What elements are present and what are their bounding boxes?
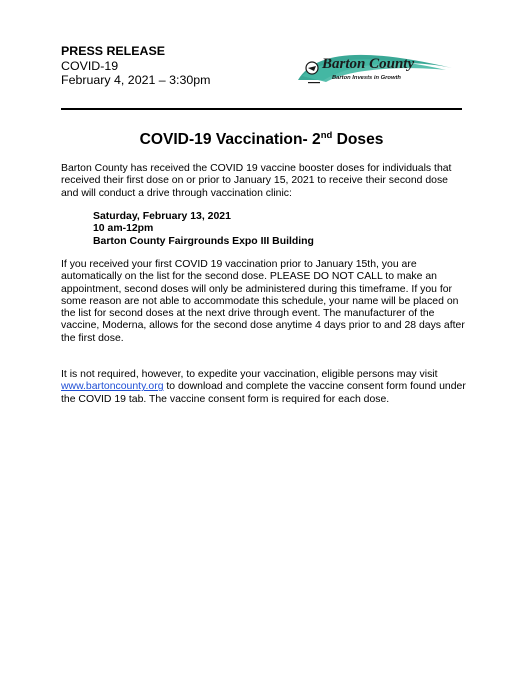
bartoncounty-website-link[interactable]: www.bartoncounty.org — [61, 381, 164, 393]
barton-county-logo — [296, 46, 454, 88]
header-divider — [61, 108, 462, 110]
clinic-location: Barton County Fairgrounds Expo III Building — [93, 235, 314, 247]
logo-name-text: Barton County — [322, 56, 415, 72]
release-datetime: February 4, 2021 – 3:30pm — [61, 73, 211, 88]
clinic-time: 10 am-12pm — [93, 223, 154, 235]
consent-text-after-link: to download and complete the vaccine consent form found under the COVID 19 tab. The vaccine consent form is required for each dose. — [61, 381, 466, 405]
consent-text-before-link: It is not required, however, to expedite your vaccination, eligible persons may visit — [61, 369, 438, 380]
title-main: COVID-19 Vaccination- 2 — [139, 131, 321, 148]
title-tail: Doses — [332, 131, 384, 148]
release-topic: COVID-19 — [61, 58, 119, 73]
clinic-details — [93, 211, 314, 248]
release-header — [61, 44, 210, 88]
document-title — [61, 131, 462, 149]
clinic-date: Saturday, February 13, 2021 — [93, 211, 231, 222]
logo-underline-mark — [308, 82, 320, 83]
barton-county-logo-graphic — [296, 46, 454, 88]
intro-paragraph: Barton County has received the COVID 19 vaccine booster doses for individuals that received their first dose on or prior to January 15, 2021 to receive their second dose and will conduct a drive through vaccination clinic: — [61, 163, 452, 199]
second-dose-paragraph: If you received your first COVID 19 vaccination prior to January 15th, you are automatically on the list for the second dose. PLEASE DO NOT CALL to make an appointment, second doses will only be administered during this timeframe. If you for some reason are not able to accommodate this schedule, your name will be placed on the list for second doses at the next drive through event. The manufacturer of the vaccine, Moderna, allows for the second dose anytime 4 days prior to and 28 days after the first dose. — [61, 259, 465, 344]
logo-tagline-text: Barton Invests in Growth — [332, 75, 401, 81]
title-superscript: nd — [320, 130, 333, 141]
press-release-label: PRESS RELEASE — [61, 44, 165, 58]
consent-form-paragraph — [61, 369, 466, 406]
